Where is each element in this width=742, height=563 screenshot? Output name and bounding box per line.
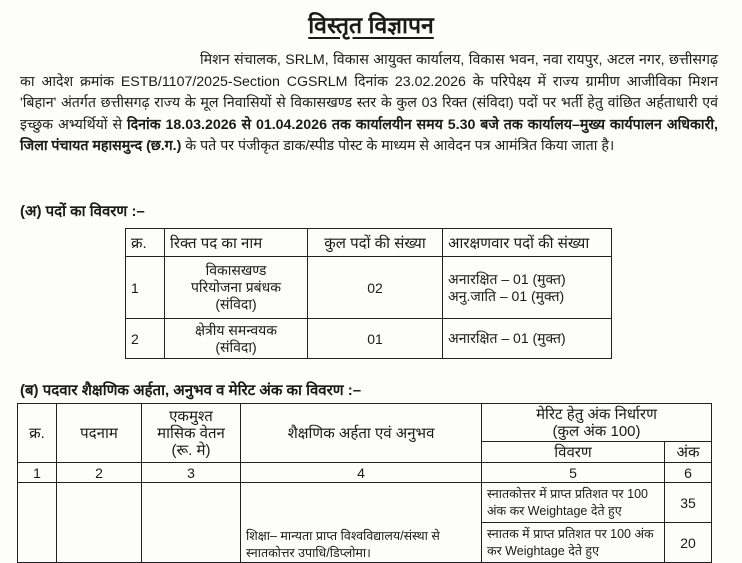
intro-paragraph: मिशन संचालक, SRLM, विकास आयुक्त कार्यालय, विकास भवन, नवा रायपुर, अटल नगर, छत्तीसगढ़ का आदेश क्रमांक ESTB/1107/2025-Section CGSRLM दिनांक 23.02.2026 के परिपेक्ष्य में राज्य ग्रामीण आजीविका मिशन 'बिहान' अंतर्गत छत्तीसगढ़ राज्य के मूल निवासियों से विकासखण्ड स्तर के कुल 03 रिक्त (संविदा) पदों पर भर्ती हेतु वांछित अर्हताधारी एवं इच्छुक अभ्यर्थियों से दिनांक 18.03.2026 से 01.04.2026 तक कार्यालयीन समय 5.30 बजे तक कार्यालय–मुख्य कार्यपालन अधिकारी, जिला पंचायत महासमुन्द (छ.ग.) के पते पर पंजीकृत डाक/स्पीड पोस्ट के माध्यम से आवेदन पत्र आमंत्रित किया जाता है। bbox=[20, 52, 718, 154]
posts-table bbox=[125, 228, 612, 359]
header-post-name: रिक्त पद का नाम bbox=[165, 229, 308, 257]
header-sn: क्र. bbox=[126, 229, 165, 257]
section-b-heading: (ब) पदवार शैक्षणिक अर्हता, अनुभव व मेरिट अंक का विवरण :– bbox=[20, 382, 362, 399]
table-row: 2 क्षेत्रीय समन्वयक (संविदा) 01 अनारक्षित – 01 (मुक्त) bbox=[126, 319, 612, 359]
column-number-row: 1 2 3 4 5 6 bbox=[18, 463, 712, 483]
table-row: स्नातक में प्राप्त प्रतिशत पर 100 अंक कर Weightage देते हुए 20 bbox=[18, 523, 712, 563]
header-total: कुल पदों की संख्या bbox=[308, 229, 443, 257]
header-reservation: आरक्षणवार पदों की संख्या bbox=[443, 229, 612, 257]
table-row: शिक्षा– मान्यता प्राप्त विश्वविद्यालय/संस्था से स्नातकोत्तर उपाधि/डिप्लोमा। स्नातकोत्तर में प्राप्त प्रतिशत पर 100 अंक कर Weightage देते हुए 35 bbox=[18, 483, 712, 523]
table-row: 1 विकासखण्ड परियोजना प्रबंधक (संविदा) 02 अनारक्षित – 01 (मुक्त) अनु.जाति – 01 (मुक्त) bbox=[126, 257, 612, 319]
section-a-heading: (अ) पदों का विवरण :– bbox=[20, 203, 145, 220]
document-title: विस्तृत विज्ञापन bbox=[308, 12, 434, 38]
qualification-table: क्र. पदनाम एकमुश्त मासिक वेतन (रू. मे) शैक्षणिक अर्हता एवं अनुभव मेरिट हेतु अंक निर्धारण (कुल अंक 100) विवरण अंक 1 2 3 4 5 6 शिक्षा– मान्यता प्राप्त विश्वविद्यालय/संस्था से स्नातकोत्तर उपाधि/डिप्लोमा। स्नातकोत्तर में प्राप्त प्रतिशत पर 100 अंक कर Weightage देते हुए 35 स्नातक में प्राप्त प्रतिशत पर 100 अंक कर Weightage देते हुए 20 bbox=[17, 403, 712, 563]
